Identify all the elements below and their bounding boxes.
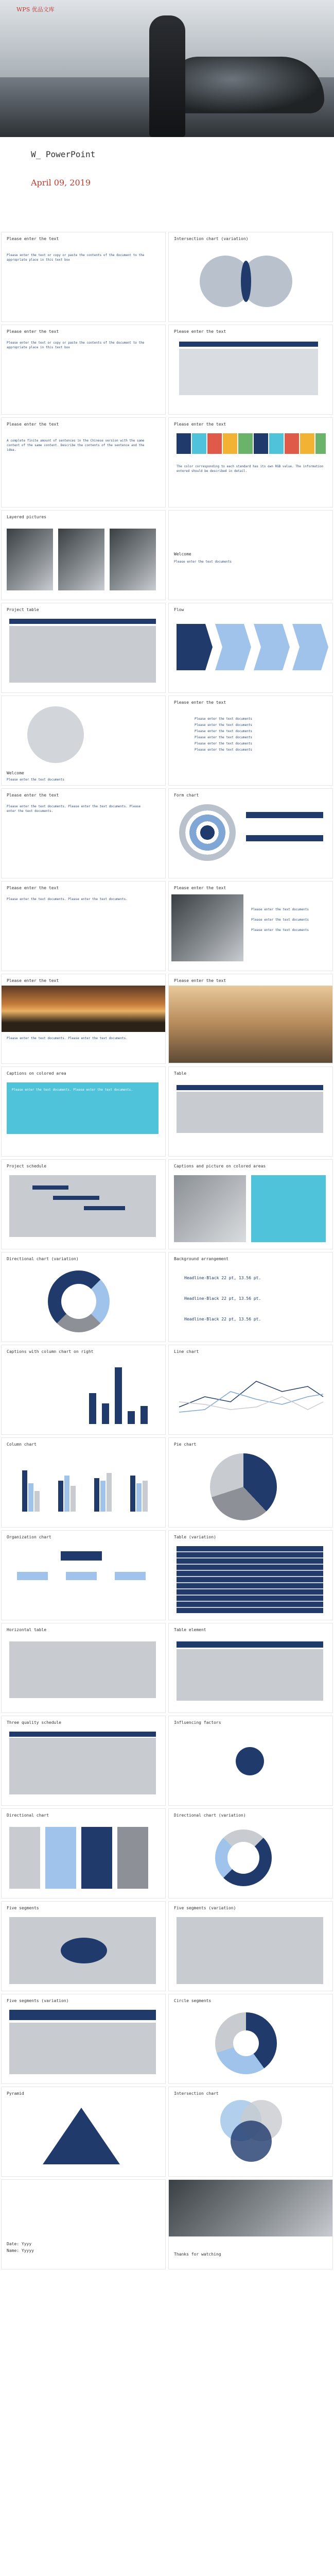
- slide-column-chart: Column chart: [1, 1437, 166, 1528]
- slide-influencing-factors: Influencing factors: [168, 1716, 333, 1806]
- slide-flow: Flow: [168, 603, 333, 693]
- brand-logo: WPS 优品文库: [16, 6, 55, 13]
- slide-horizontal-table: Horizontal table: [1, 1623, 166, 1713]
- slide-list: Please enter the text Please enter the text documents Please enter the text documents Please enter the text documents Please enter the text documents Please enter the text documents Please enter the text documents: [168, 696, 333, 786]
- slide-pyramid: Pyramid: [1, 2087, 166, 2177]
- slide-directional-chart: Directional chart: [1, 1808, 166, 1899]
- slide-five-segments-variation-2: Five segments (variation): [1, 1994, 166, 2084]
- globe-icon: [27, 706, 84, 763]
- slide-text-3: Please enter the text A complete finite amount of sentences in the Chinese version with the same content of the same content. Describe the contents of the sentence and the idea.: [1, 417, 166, 507]
- cover-title: W_ PowerPoint: [31, 149, 96, 159]
- slide-captions-picture: Captions and picture on colored areas: [168, 1159, 333, 1249]
- slide-world-map: Welcome Please enter the text documents: [1, 696, 166, 786]
- slide-intersection-chart: Intersection chart: [168, 2087, 333, 2177]
- slide-organization-chart: Organization chart: [1, 1530, 166, 1620]
- slide-directional-variation: Directional chart (variation): [1, 1252, 166, 1342]
- slide-thanks: Thanks for watching: [168, 2179, 333, 2269]
- slide-directional-variation-2: Directional chart (variation): [168, 1808, 333, 1899]
- slide-table-element: Table element: [168, 1623, 333, 1713]
- slide-circle-segments: Circle segments: [168, 1994, 333, 2084]
- slide-table-text: Please enter the text: [168, 325, 333, 415]
- slide-five-segments-variation: Five segments (variation): [168, 1901, 333, 1991]
- slide-suv-photo: Please enter the text: [168, 974, 333, 1064]
- slide-project-table: Project table: [1, 603, 166, 693]
- slide-layered-pictures: Layered pictures: [1, 510, 166, 600]
- slide-text-4: Please enter the text Please enter the text documents. Please enter the text documents. Please enter the text documents.: [1, 788, 166, 878]
- slide-text-2: Please enter the text Please enter the text or copy or paste the contents of the document to the appropriate place in this text box: [1, 325, 166, 415]
- slide-background-arrangement: Background arrangement Headline-Black 22 pt, 13.56 pt. Headline-Black 22 pt, 13.56 pt. Headline-Black 22 pt, 13.56 pt.: [168, 1252, 333, 1342]
- car-image: [170, 57, 324, 113]
- slide-color-swatches: Please enter the text The color corresponding to each standard has its own RGB value. The information entered should be described in detail.: [168, 417, 333, 507]
- cover-date: April 09, 2019: [31, 178, 91, 188]
- slide-captions-colored: Captions on colored area Please enter the text documents. Please enter the text documents.: [1, 1066, 166, 1157]
- slide-five-segments: Five segments: [1, 1901, 166, 1991]
- slide-welcome: Welcome Please enter the text documents: [168, 510, 333, 600]
- slide-table-variation: Table (variation): [168, 1530, 333, 1620]
- cover-photo: [0, 0, 334, 137]
- slide-pie-chart: Pie chart: [168, 1437, 333, 1528]
- slide-form-chart: Form chart: [168, 788, 333, 878]
- slide-text: Please enter the text Please enter the text or copy or paste the contents of the document to the appropriate place in this text box: [1, 232, 166, 322]
- slide-line-chart: Line chart: [168, 1345, 333, 1435]
- slide-car-photo-list: Please enter the text Please enter the text documents Please enter the text documents Please enter the text documents: [168, 881, 333, 971]
- slide-table: Table: [168, 1066, 333, 1157]
- slide-end: Date: Yyyy Name: Yyyyy: [1, 2179, 166, 2269]
- businessman-image: [149, 15, 185, 137]
- slide-project-schedule: Project schedule: [1, 1159, 166, 1249]
- slide-sunset-photo: Please enter the text Please enter the text documents. Please enter the text documents.: [1, 974, 166, 1064]
- slide-quality-schedule: Three quality schedule: [1, 1716, 166, 1806]
- slide-intersection-variation: Intersection chart (variation): [168, 232, 333, 322]
- slide-text-5: Please enter the text Please enter the text documents. Please enter the text documents.: [1, 881, 166, 971]
- slide-captions-column-chart: Captions with column chart on right: [1, 1345, 166, 1435]
